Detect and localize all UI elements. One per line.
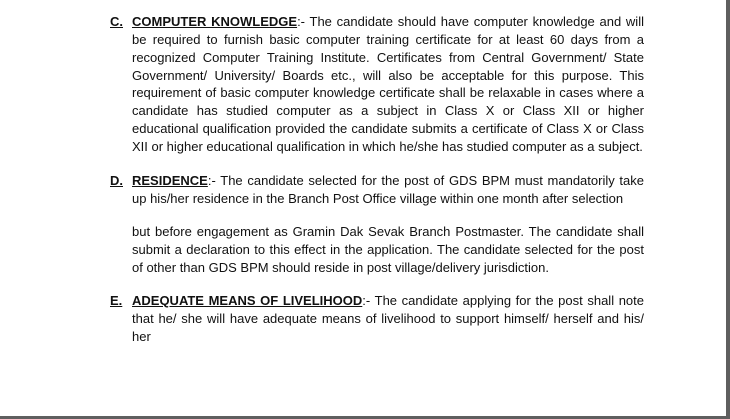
section-marker: D. [110,173,123,188]
section-paragraph [132,292,644,346]
section-text: The candidate should have computer knowledge and will be required to furnish basic computer training certificate for at least 60 days from a recognized Computer Training Institute. Certificates from Central Government/ State Government/ University/ Boards etc., will also be acceptable for this purpose. This requirement of basic computer knowledge certificate shall be relaxable in cases where a candidate has studied computer as a subject in Class X or Class XII or higher educational qualification provided the candidate submits a certificate of Class X or Class XII or higher educational qualification in which he/she has studied computer as a subject. [132,14,644,154]
section-heading: COMPUTER KNOWLEDGE [132,14,298,29]
section-continuation-paragraph: but before engagement as Gramin Dak Sevak Branch Postmaster. The candidate shall submit a declaration to this effect in the application. The candidate selected for the post of other than GDS BPM should reside in post village/delivery jurisdiction. [132,224,644,275]
section-marker: C. [110,14,123,29]
section-text: The candidate applying for the post shall note that he/ she will have adequate means of livelihood to support himself/ herself and his/ her [132,293,645,344]
heading-delimiter: :- [207,173,221,188]
section-marker: E. [110,293,123,308]
section-paragraph [132,13,644,156]
viewer-frame-edge [726,0,730,419]
section-paragraph [132,172,644,208]
heading-delimiter: :- [362,293,375,308]
section-heading: ADEQUATE MEANS OF LIVELIHOOD [132,293,363,308]
section-heading: RESIDENCE [132,173,208,188]
heading-delimiter: :- [297,14,310,29]
section-text: The candidate selected for the post of GDS BPM must mandatorily take up his/her residence in the Branch Post Office village within one month after selection [132,173,644,206]
